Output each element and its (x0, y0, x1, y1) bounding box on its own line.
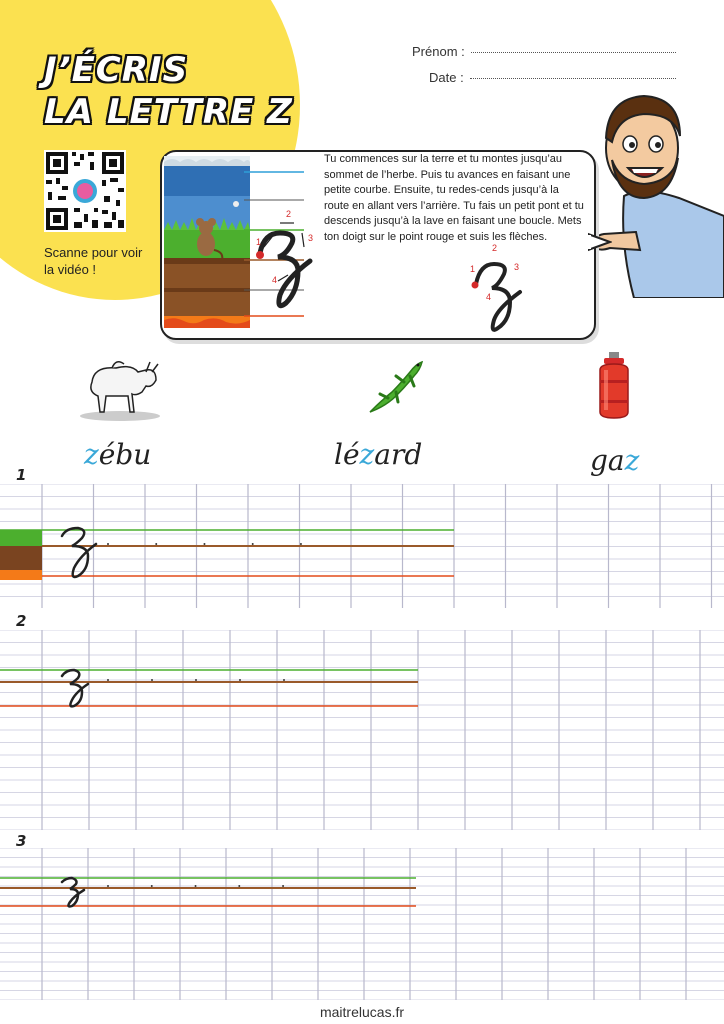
writing-grid-1[interactable] (0, 484, 724, 608)
firstname-label: Prénom : (412, 44, 465, 59)
bubble-tail-icon (588, 230, 612, 254)
model-letter-z (62, 878, 84, 907)
instruction-text: Tu commences sur la terre et tu montes jusqu’au sommet de l’herbe. Puis tu avances en faisant une petite courbe. Ensuite, tu redes-cends jusqu’à la route en allant vers l’arrière. Tu fais un petit pont et tu descends jusqu’à la lave en faisant une boucle. Mets ton doigt sur le point rouge et suis les flèches. (324, 153, 584, 243)
exercise-2-number: 2 (16, 612, 27, 630)
svg-text:2: 2 (492, 243, 498, 253)
lizard-icon (366, 356, 426, 416)
page-title-line1: J’ÉCRIS (44, 50, 189, 90)
date-field[interactable] (429, 70, 676, 85)
teacher-illustration (584, 86, 724, 298)
exercise-3-number: 3 (16, 832, 27, 850)
firstname-dotted-line[interactable] (471, 52, 676, 53)
writing-grid-3[interactable] (0, 848, 724, 1000)
letter-z-model-small (466, 242, 530, 332)
model-letter-z (62, 670, 88, 706)
step-1-label: 1 (256, 237, 262, 247)
step-3-label: 3 (308, 233, 314, 243)
date-dotted-line[interactable] (470, 78, 676, 79)
exercise-1-number: 1 (16, 466, 27, 484)
zebu-icon (76, 352, 162, 422)
qr-code-icon[interactable] (44, 150, 126, 232)
svg-text:4: 4 (486, 292, 492, 302)
word-gaz: gaz (590, 444, 640, 477)
word-zebu: zébu (84, 438, 152, 471)
qr-caption: Scanne pour voir la vidéo ! (44, 245, 143, 277)
page-title-line2: LA LETTRE Z (44, 92, 293, 132)
date-label: Date : (429, 70, 464, 85)
firstname-field[interactable] (412, 44, 676, 59)
step-4-label: 4 (272, 275, 278, 285)
step-2-label: 2 (286, 209, 292, 219)
model-letter-z (62, 528, 96, 577)
word-lezard: lézard (334, 438, 423, 471)
gas-bottle-icon (594, 350, 634, 420)
footer-site: maitrelucas.fr (319, 1004, 405, 1020)
writing-grid-2[interactable] (0, 630, 724, 830)
svg-text:1: 1 (470, 264, 476, 274)
letter-z-model-large (250, 205, 330, 315)
svg-text:3: 3 (514, 262, 520, 272)
